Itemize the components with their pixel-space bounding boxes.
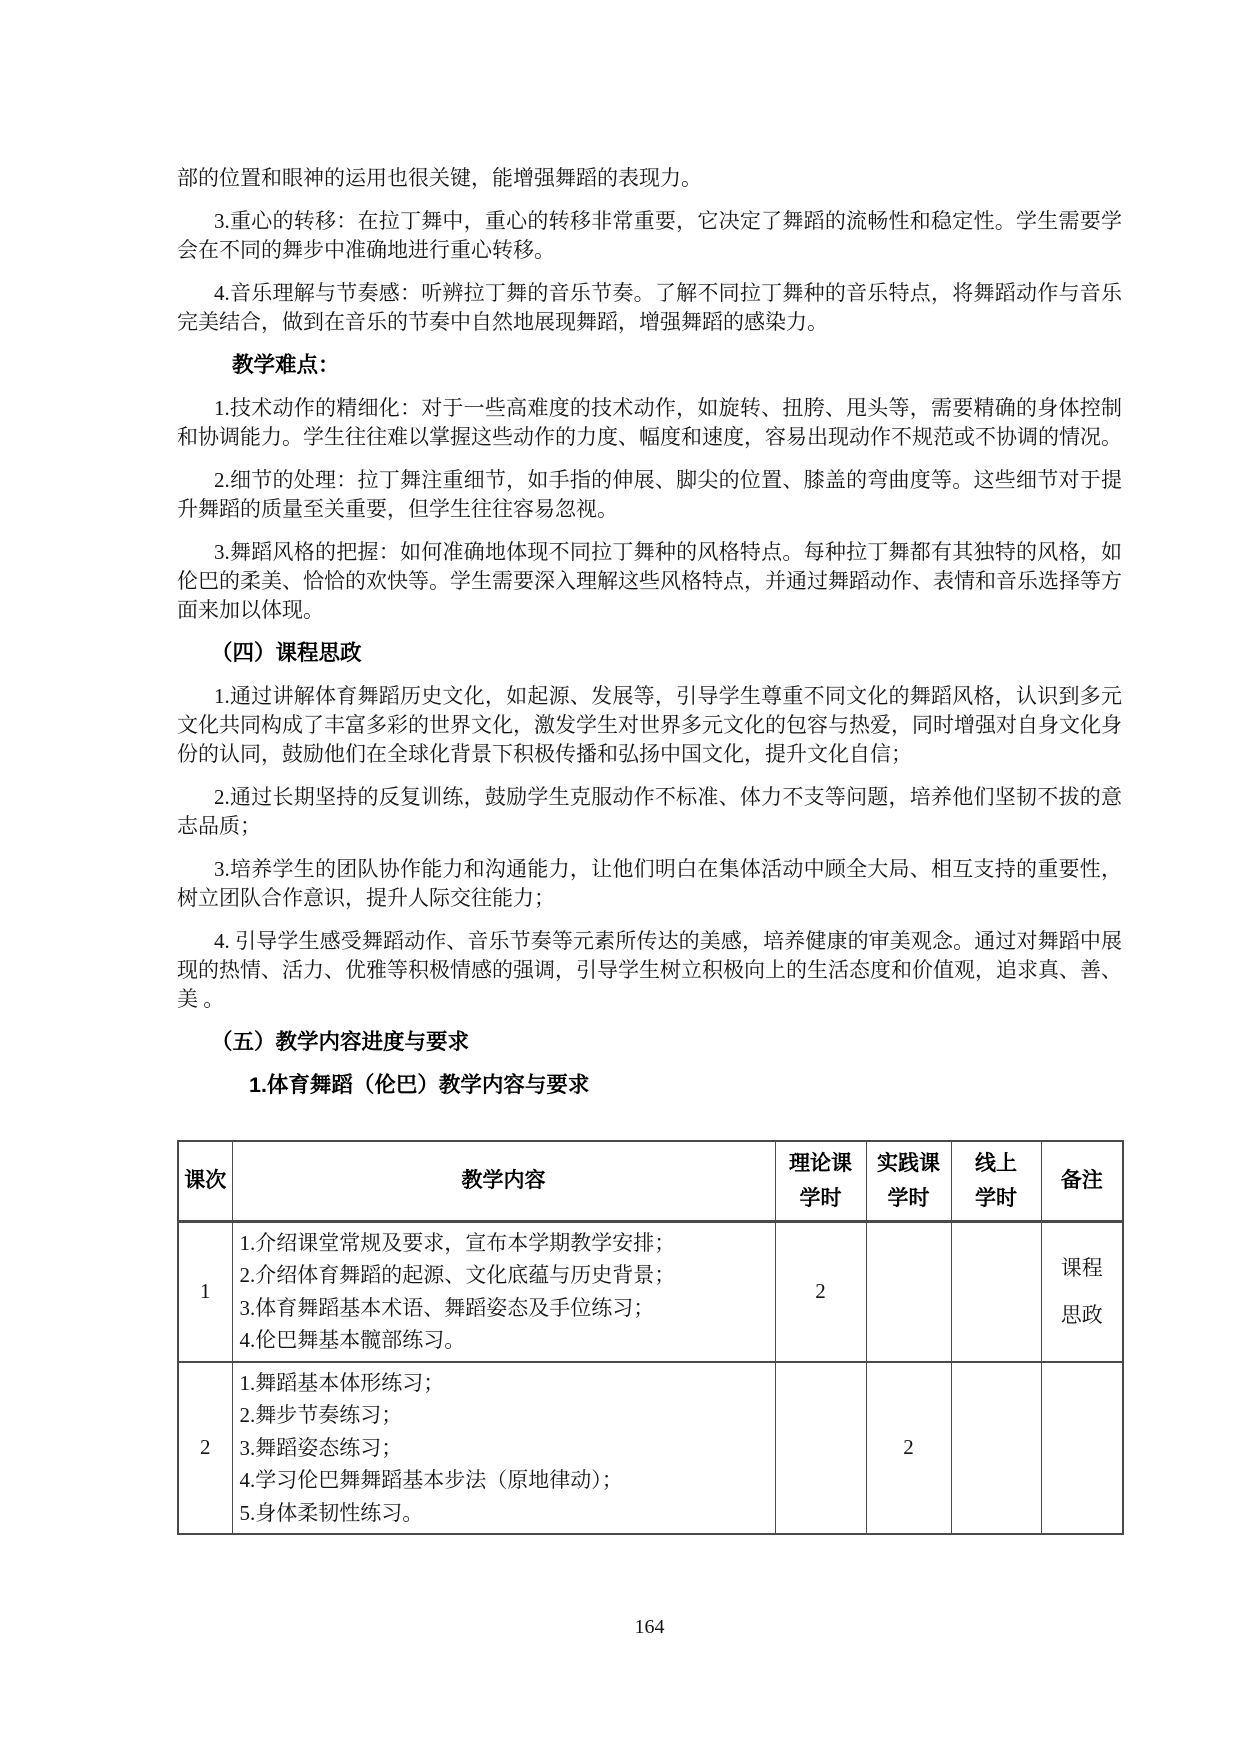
cell-lesson-number: 2 <box>178 1362 232 1535</box>
table-row-lesson-1 <box>178 1221 1123 1362</box>
body-paragraph-detail-handling: 2.细节的处理：拉丁舞注重细节，如手指的伸展、脚尖的位置、膝盖的弯曲度等。这些细节对于提升舞蹈的质量至关重要，但学生往往容易忽视。 <box>177 468 1122 521</box>
column-header-theory-hours <box>775 1141 866 1221</box>
header-line: 理论课 <box>789 1151 852 1175</box>
body-paragraph-perseverance: 2.通过长期坚持的反复训练，鼓励学生克服动作不标准、体力不支等问题，培养他们坚韧不拔的意志品质； <box>177 785 1122 838</box>
table-header-row <box>178 1141 1123 1221</box>
column-header-lesson: 课次 <box>178 1141 232 1221</box>
body-paragraph-teamwork: 3.培养学生的团队协作能力和沟通能力，让他们明白在集体活动中顾全大局、相互支持的重要性，树立团队合作意识，提升人际交往能力； <box>177 857 1122 910</box>
body-paragraph-continuation: 部的位置和眼神的运用也很关键，能增强舞蹈的表现力。 <box>177 166 702 190</box>
header-line: 实践课 <box>877 1151 940 1175</box>
remark-line: 思政 <box>1060 1302 1103 1327</box>
content-item: 4.伦巴舞基本髋部练习。 <box>239 1328 466 1352</box>
column-header-online-hours <box>951 1141 1041 1221</box>
cell-teaching-content <box>232 1221 775 1362</box>
column-header-content: 教学内容 <box>232 1141 775 1221</box>
content-item: 1.介绍课堂常规及要求，宣布本学期教学安排； <box>239 1230 676 1255</box>
table-row-lesson-2 <box>178 1362 1123 1535</box>
page-number: 164 <box>634 1616 665 1638</box>
cell-practice-hours <box>866 1221 951 1362</box>
content-item: 5.身体柔韧性练习。 <box>239 1500 424 1525</box>
content-item: 2.介绍体育舞蹈的起源、文化底蕴与历史背景； <box>239 1263 676 1287</box>
header-line: 学时 <box>975 1186 1017 1210</box>
cell-lesson-number: 1 <box>178 1221 232 1362</box>
body-paragraph-technique-refinement: 1.技术动作的精细化：对于一些高难度的技术动作，如旋转、扭胯、甩头等，需要精确的身体控制和协调能力。学生往往难以掌握这些动作的力度、幅度和速度，容易出现动作不规范或不协调的情况。 <box>177 396 1122 449</box>
content-item: 3.舞蹈姿态练习； <box>239 1435 403 1460</box>
content-item: 4.学习伦巴舞舞蹈基本步法（原地律动）； <box>239 1468 623 1492</box>
body-paragraph-aesthetics: 4. 引导学生感受舞蹈动作、音乐节奏等元素所传达的美感，培养健康的审美观念。通过对舞蹈中展现的热情、活力、优雅等积极情感的强调，引导学生树立积极向上的生活态度和价值观，追求真、善、美 。 <box>177 929 1122 1011</box>
section-heading-course-ideology: （四）课程思政 <box>211 641 362 665</box>
cell-online-hours <box>951 1362 1041 1535</box>
body-paragraph-culture-history: 1.通过讲解体育舞蹈历史文化，如起源、发展等，引导学生尊重不同文化的舞蹈风格，认识到多元文化共同构成了丰富多彩的世界文化，激发学生对世界多元文化的包容与热爱，同时增强对自身文化身份的认同，鼓励他们在全球化背景下积极传播和弘扬中国文化，提升文化自信； <box>177 684 1122 766</box>
column-header-remark: 备注 <box>1041 1141 1123 1221</box>
cell-practice-hours: 2 <box>866 1362 951 1535</box>
cell-remark <box>1041 1362 1123 1535</box>
cell-theory-hours <box>775 1362 866 1535</box>
section-heading-content-schedule: （五）教学内容进度与要求 <box>211 1030 470 1054</box>
table-title-rumba-content: 1.体育舞蹈（伦巴）教学内容与要求 <box>249 1073 590 1097</box>
cell-remark <box>1041 1221 1123 1362</box>
cell-online-hours <box>951 1221 1041 1362</box>
content-item: 2.舞步节奏练习； <box>239 1403 403 1427</box>
remark-line: 课程 <box>1060 1255 1103 1280</box>
section-heading-teaching-difficulties: 教学难点： <box>232 353 340 377</box>
teaching-schedule-table <box>177 1140 1124 1535</box>
cell-teaching-content <box>232 1362 775 1535</box>
body-paragraph-weight-transfer: 3.重心的转移：在拉丁舞中，重心的转移非常重要，它决定了舞蹈的流畅性和稳定性。学生需要学会在不同的舞步中准确地进行重心转移。 <box>177 209 1122 262</box>
content-item: 3.体育舞蹈基本术语、舞蹈姿态及手位练习； <box>239 1295 655 1320</box>
header-line: 学时 <box>799 1186 842 1210</box>
column-header-practice-hours <box>866 1141 951 1221</box>
header-line: 学时 <box>887 1186 930 1210</box>
content-item: 1.舞蹈基本体形练习； <box>239 1370 445 1395</box>
header-line: 线上 <box>975 1151 1017 1175</box>
body-paragraph-music-rhythm: 4.音乐理解与节奏感：听辨拉丁舞的音乐节奏。了解不同拉丁舞种的音乐特点，将舞蹈动作与音乐完美结合，做到在音乐的节奏中自然地展现舞蹈，增强舞蹈的感染力。 <box>177 281 1122 334</box>
cell-theory-hours: 2 <box>775 1221 866 1362</box>
body-paragraph-style-grasp: 3.舞蹈风格的把握：如何准确地体现不同拉丁舞种的风格特点。每种拉丁舞都有其独特的风格，如伦巴的柔美、恰恰的欢快等。学生需要深入理解这些风格特点，并通过舞蹈动作、表情和音乐选择等方面来加以体现。 <box>177 540 1122 622</box>
